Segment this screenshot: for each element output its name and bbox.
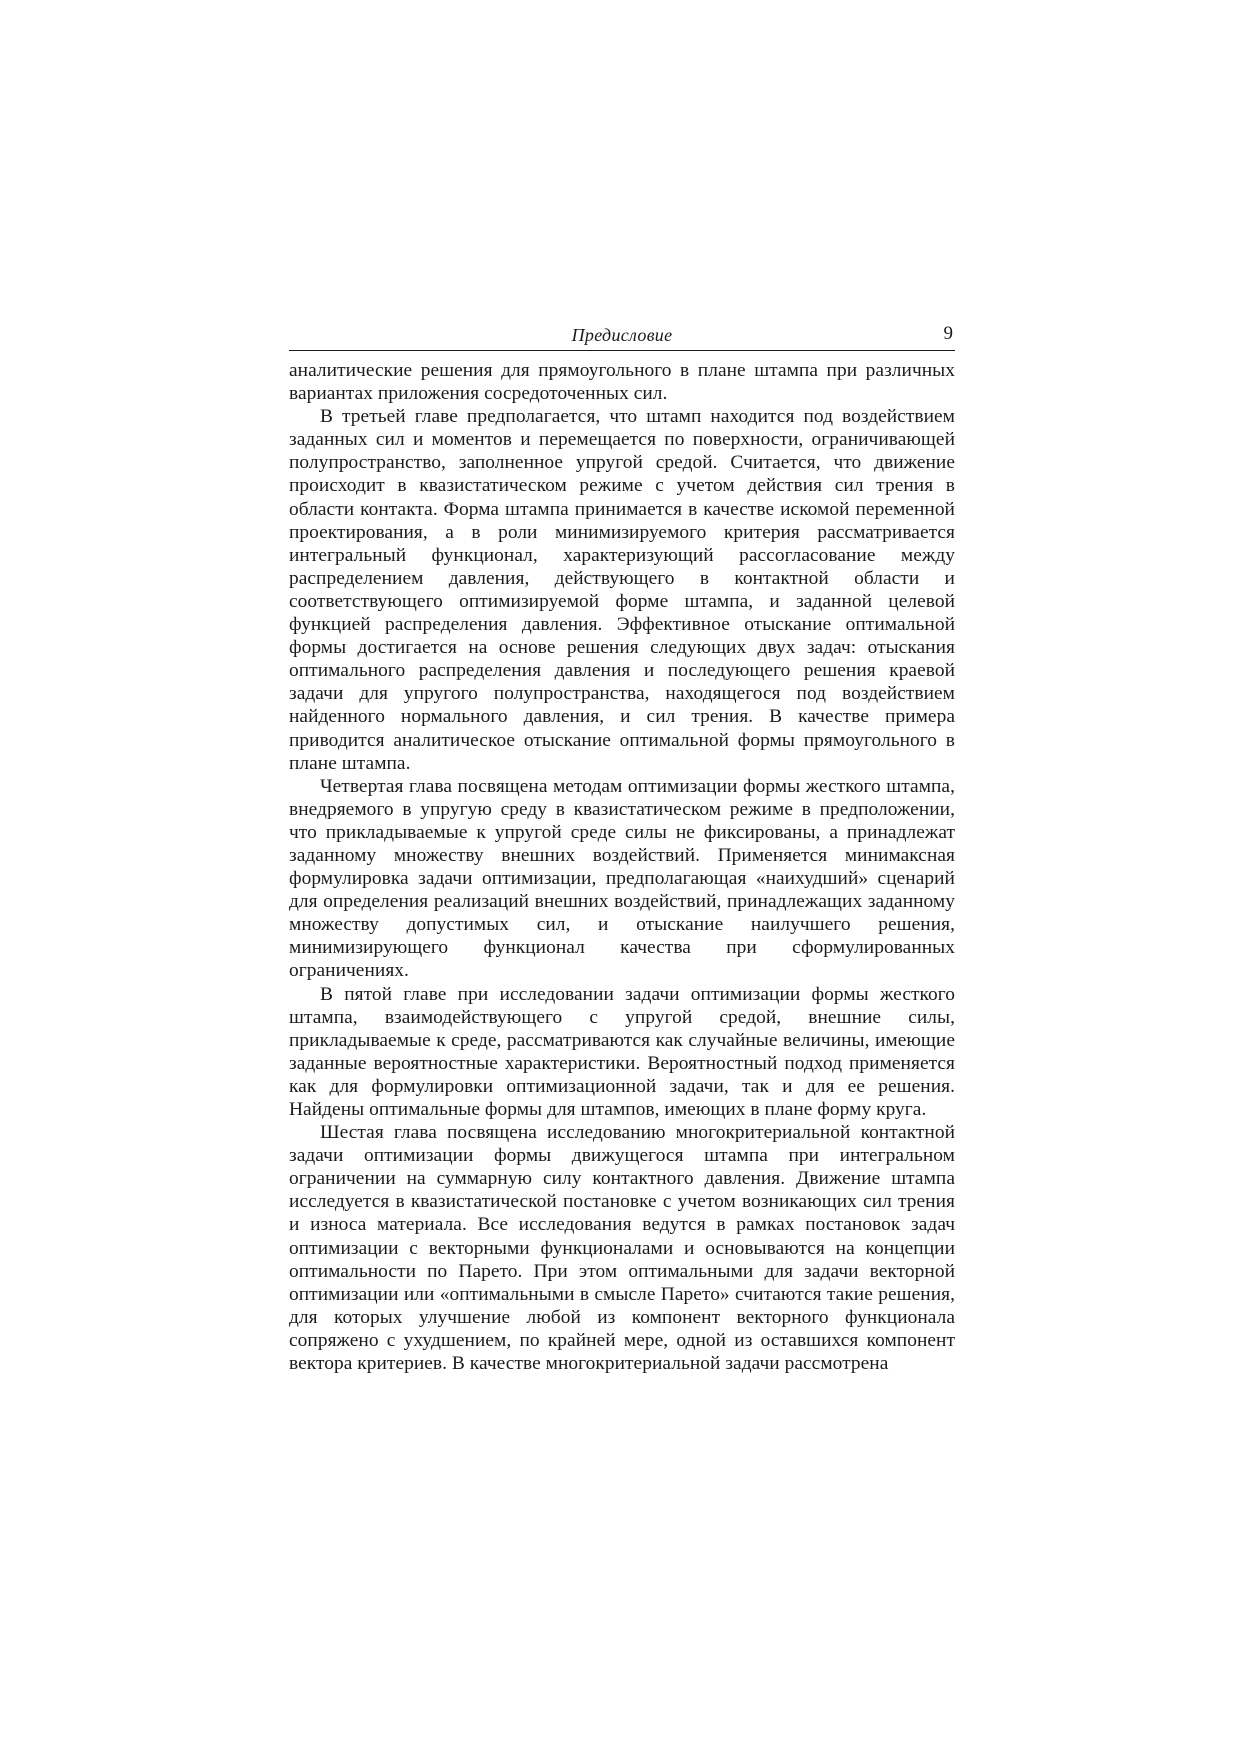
paragraph-continuation: аналитические решения для прямоугольного в плане штампа при различных вариантах приложения сосредоточенных сил. [289,360,955,405]
paragraph-chapter-4: Четвертая глава посвящена методам оптимизации формы жесткого штампа, внедряемого в упругую среду в квазистатическом режиме в предположении, что прикладываемые к упругой среде силы не фиксированы, а принадлежат заданному множеству внешних воздействий. Применяется минимаксная формулировка задачи оптимизации, предполагающая «наихудший» сценарий для определения реализаций внешних воздействий, принадлежащих заданному множеству допустимых сил, и отыскание наилучшего решения, минимизирующего функционал качества при сформулированных ограничениях. [289,775,955,982]
body-text [289,359,955,1375]
running-title: Предисловие [571,325,673,345]
book-page [289,322,955,1375]
running-header [289,322,955,351]
page-number: 9 [943,323,953,344]
paragraph-chapter-3: В третьей главе предполагается, что штамп находится под воздействием заданных сил и моментов и перемещается по поверхности, ограничивающей полупространство, заполненное упругой средой. Считается, что движение происходит в квазистатическом режиме с учетом действия сил трения в области контакта. Форма штампа принимается в качестве искомой переменной проектирования, а в роли минимизируемого критерия рассматривается интегральный функционал, характеризующий рассогласование между распределением давления, действующего в контактной области и соответствующего оптимизируемой форме штампа, и заданной целевой функцией распределения давления. Эффективное отыскание оптимальной формы достигается на основе решения следующих двух задач: отыскания оптимального распределения давления и последующего решения краевой задачи для упругого полупространства, находящегося под воздействием найденного нормального давления, и сил трения. В качестве примера приводится аналитическое отыскание оптимальной формы прямоугольного в плане штампа. [289,406,955,774]
paragraph-chapter-5: В пятой главе при исследовании задачи оптимизации формы жесткого штампа, взаимодействующего с упругой средой, внешние силы, прикладываемые к среде, рассматриваются как случайные величины, имеющие заданные вероятностные характеристики. Вероятностный подход применяется как для формулировки оптимизационной задачи, так и для ее решения. Найдены оптимальные формы для штампов, имеющих в плане форму круга. [289,983,955,1120]
paragraph-chapter-6: Шестая глава посвящена исследованию многокритериальной контактной задачи оптимизации формы движущегося штампа при интегральном ограничении на суммарную силу контактного давления. Движение штампа исследуется в квазистатической постановке с учетом возникающих сил трения и износа материала. Все исследования ведутся в рамках постановок задач оптимизации с векторными функционалами и основываются на концепции оптимальности по Парето. При этом оптимальными для задачи векторной оптимизации или «оптимальными в смысле Парето» считаются такие решения, для которых улучшение любой из компонент векторного функционала сопряжено с ухудшением, по крайней мере, одной из оставшихся компонент вектора критериев. В качестве многокритериальной задачи рассмотрена [289,1122,955,1375]
